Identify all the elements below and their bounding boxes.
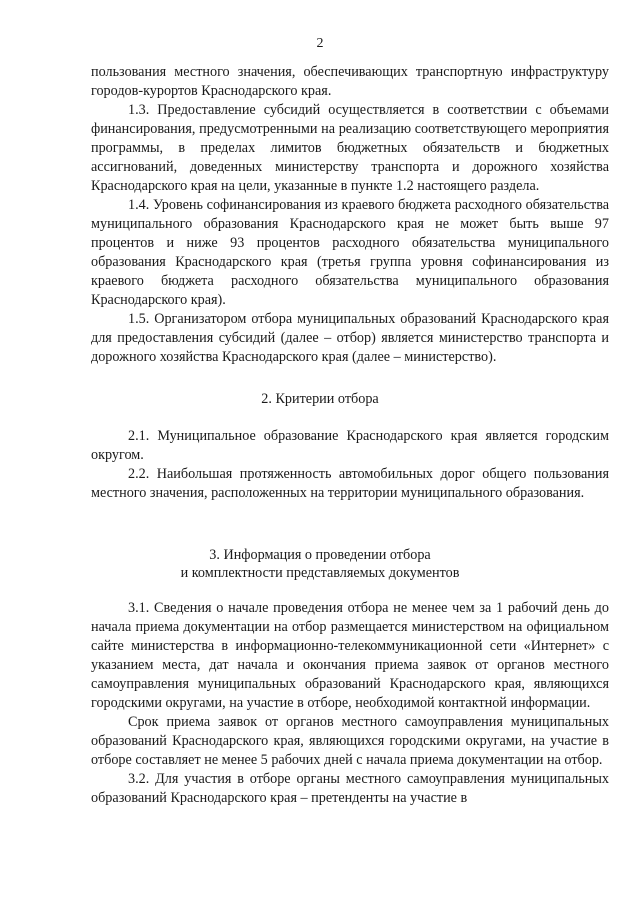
paragraph-1-4: 1.4. Уровень софинансирования из краевого бюджета расходного обязательства муниципального образования Краснодарского края не может быть выше 97 процентов и ниже 93 процентов расходного обязательства муниципального образования Краснодарского края (третья группа уровня софинансирования из краевого бюджета расходного обязательства муниципального образования Краснодарского края).: [91, 197, 609, 308]
paragraph-continuation: пользования местного значения, обеспечивающих транспортную инфраструктуру городов-курортов Краснодарского края.: [91, 64, 609, 99]
section2-heading: 2. Критерии отбора: [261, 391, 379, 407]
paragraph-3-2: 3.2. Для участия в отборе органы местного самоуправления муниципальных образований Краснодарского края – претенденты на участие в: [91, 771, 609, 806]
section1-text: [91, 63, 609, 367]
section3-text: [91, 599, 609, 808]
paragraph-1-3: 1.3. Предоставление субсидий осуществляется в соответствии с объемами финансирования, предусмотренными на реализацию соответствующего мероприятия программы, в пределах лимитов бюджетных обязательств и бюджетных ассигнований, доведенных министерству транспорта и дорожного хозяйства Краснодарского края на цели, указанные в пункте 1.2 настоящего раздела.: [91, 102, 609, 194]
page-number: 2: [316, 36, 324, 51]
paragraph-2-1: 2.1. Муниципальное образование Краснодарского края является городским округом.: [91, 428, 609, 463]
paragraph-1-5: 1.5. Организатором отбора муниципальных образований Краснодарского края для предоставления субсидий (далее – отбор) является министерство транспорта и дорожного хозяйства Краснодарского края (далее – министерство).: [91, 311, 609, 365]
paragraph-3-1: 3.1. Сведения о начале проведения отбора не менее чем за 1 рабочий день до начала приема документации на отбор размещается министерством на официальном сайте министерства в информационно-телекоммуникационной сети «Интернет» с указанием места, дат начала и окончания приема заявок от органов местного самоуправления муниципальных образований Краснодарского края, являющихся городскими округами, на участие в отборе, необходимой контактной информации.: [91, 600, 609, 711]
section2-text: [91, 427, 609, 503]
paragraph-term: Срок приема заявок от органов местного самоуправления муниципальных образований Краснодарского края, являющихся городскими округами, на участие в отборе составляет не менее 5 рабочих дней с начала приема документации на отбор.: [91, 714, 609, 768]
section3-heading-line1: 3. Информация о проведении отбора: [209, 547, 431, 563]
paragraph-2-2: 2.2. Наибольшая протяженность автомобильных дорог общего пользования местного значения, расположенных на территории муниципального образования.: [91, 466, 609, 501]
section3-heading-line2: и комплектности представляемых документов: [180, 565, 460, 581]
